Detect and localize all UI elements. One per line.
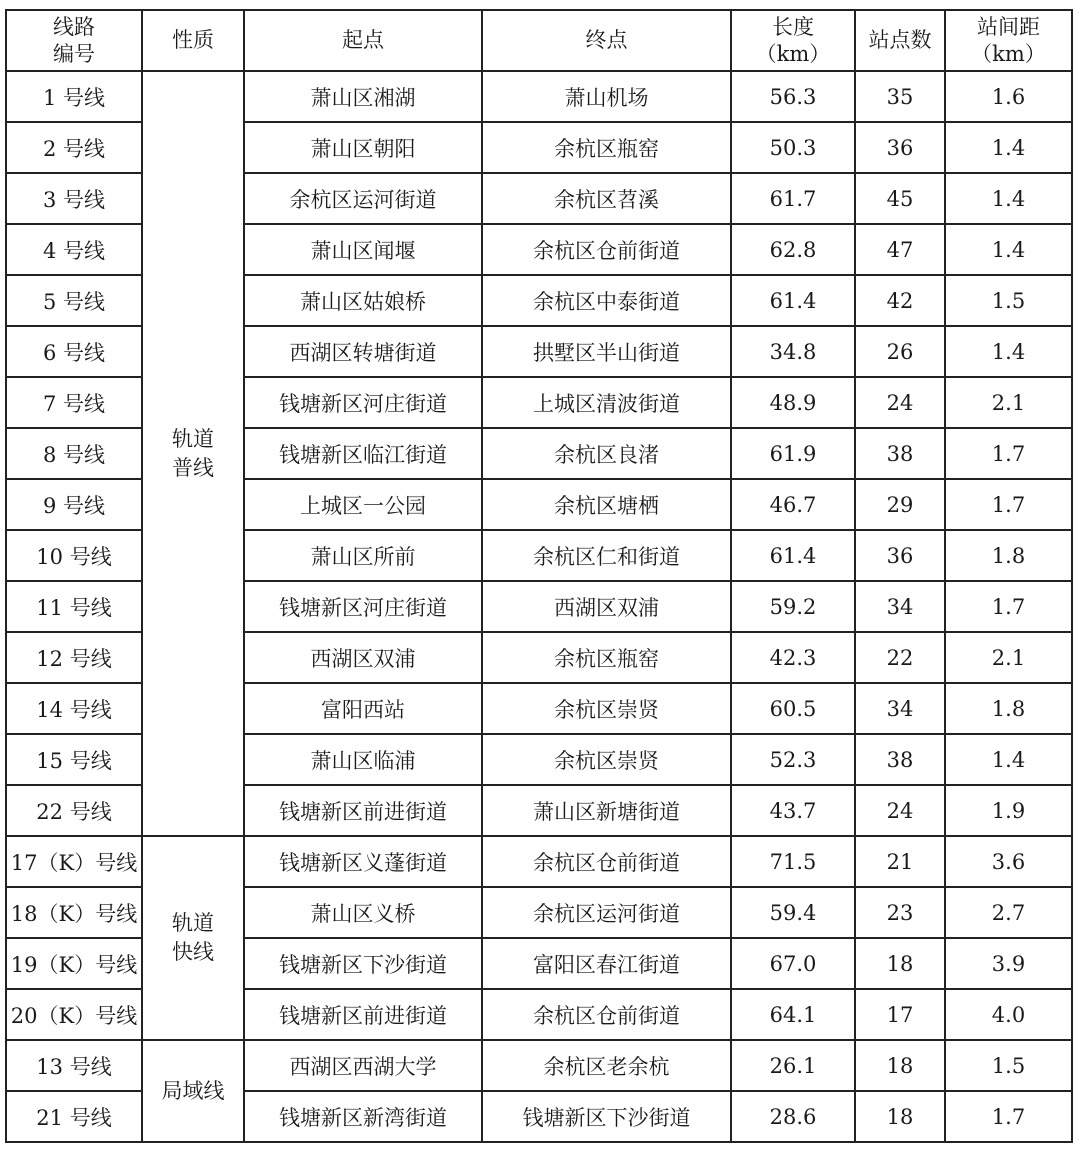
- station-count-cell: 24: [855, 785, 945, 836]
- line-number-cell: 3 号线: [6, 173, 142, 224]
- start-point-cell: 萧山区湘湖: [244, 71, 482, 122]
- line-number-cell: 8 号线: [6, 428, 142, 479]
- station-spacing-cell: 1.5: [945, 275, 1072, 326]
- length-cell: 26.1: [731, 1040, 855, 1091]
- station-count-cell: 22: [855, 632, 945, 683]
- end-point-cell: 萧山机场: [482, 71, 731, 122]
- start-point-cell: 西湖区转塘街道: [244, 326, 482, 377]
- start-point-cell: 萧山区闻堰: [244, 224, 482, 275]
- length-cell: 61.7: [731, 173, 855, 224]
- line-number-cell: 20（K）号线: [6, 989, 142, 1040]
- station-count-cell: 26: [855, 326, 945, 377]
- length-cell: 62.8: [731, 224, 855, 275]
- station-count-cell: 23: [855, 887, 945, 938]
- station-count-cell: 36: [855, 530, 945, 581]
- end-point-cell: 富阳区春江街道: [482, 938, 731, 989]
- nature-cell: [142, 71, 244, 836]
- line-number-cell: 18（K）号线: [6, 887, 142, 938]
- length-cell: 46.7: [731, 479, 855, 530]
- station-count-cell: 38: [855, 428, 945, 479]
- line-number-cell: 4 号线: [6, 224, 142, 275]
- start-point-cell: 钱塘新区前进街道: [244, 785, 482, 836]
- end-point-cell: 拱墅区半山街道: [482, 326, 731, 377]
- station-count-cell: 45: [855, 173, 945, 224]
- start-point-cell: 西湖区双浦: [244, 632, 482, 683]
- start-point-cell: 钱塘新区下沙街道: [244, 938, 482, 989]
- station-count-cell: 34: [855, 581, 945, 632]
- station-spacing-cell: 1.7: [945, 1091, 1072, 1142]
- start-point-cell: 钱塘新区河庄街道: [244, 377, 482, 428]
- start-point-cell: 萧山区姑娘桥: [244, 275, 482, 326]
- length-cell: 28.6: [731, 1091, 855, 1142]
- header-nature: 性质: [142, 10, 244, 71]
- end-point-cell: 余杭区中泰街道: [482, 275, 731, 326]
- station-spacing-cell: 1.8: [945, 683, 1072, 734]
- station-spacing-cell: 1.4: [945, 173, 1072, 224]
- station-count-cell: 18: [855, 938, 945, 989]
- station-spacing-cell: 1.7: [945, 479, 1072, 530]
- nature-cell: [142, 1040, 244, 1142]
- end-point-cell: 余杭区良渚: [482, 428, 731, 479]
- line-number-cell: 21 号线: [6, 1091, 142, 1142]
- station-count-cell: 35: [855, 71, 945, 122]
- station-spacing-cell: 1.6: [945, 71, 1072, 122]
- nature-cell: [142, 836, 244, 1040]
- end-point-cell: 上城区清波街道: [482, 377, 731, 428]
- length-cell: 64.1: [731, 989, 855, 1040]
- station-count-cell: 42: [855, 275, 945, 326]
- header-end: 终点: [482, 10, 731, 71]
- start-point-cell: 西湖区西湖大学: [244, 1040, 482, 1091]
- end-point-cell: 西湖区双浦: [482, 581, 731, 632]
- length-cell: 43.7: [731, 785, 855, 836]
- table-row: [6, 71, 1072, 122]
- end-point-cell: 余杭区塘栖: [482, 479, 731, 530]
- station-count-cell: 38: [855, 734, 945, 785]
- line-number-cell: 17（K）号线: [6, 836, 142, 887]
- line-number-cell: 9 号线: [6, 479, 142, 530]
- line-number-cell: 19（K）号线: [6, 938, 142, 989]
- length-cell: 61.4: [731, 530, 855, 581]
- station-spacing-cell: 3.6: [945, 836, 1072, 887]
- line-number-cell: 2 号线: [6, 122, 142, 173]
- station-spacing-cell: 1.4: [945, 224, 1072, 275]
- start-point-cell: 萧山区朝阳: [244, 122, 482, 173]
- nature-label-line: 普线: [172, 455, 214, 480]
- header-length-1: 长度: [772, 14, 814, 39]
- header-line-no: [6, 10, 142, 71]
- end-point-cell: 余杭区运河街道: [482, 887, 731, 938]
- start-point-cell: 萧山区临浦: [244, 734, 482, 785]
- header-line-no-1: 线路: [53, 14, 95, 39]
- header-row: [6, 10, 1072, 71]
- line-number-cell: 14 号线: [6, 683, 142, 734]
- line-number-cell: 13 号线: [6, 1040, 142, 1091]
- start-point-cell: 萧山区所前: [244, 530, 482, 581]
- table-row: [6, 1040, 1072, 1091]
- table-row: [6, 836, 1072, 887]
- station-spacing-cell: 1.7: [945, 428, 1072, 479]
- line-number-cell: 6 号线: [6, 326, 142, 377]
- end-point-cell: 余杭区仓前街道: [482, 989, 731, 1040]
- station-count-cell: 47: [855, 224, 945, 275]
- end-point-cell: 余杭区仁和街道: [482, 530, 731, 581]
- end-point-cell: 余杭区瓶窑: [482, 632, 731, 683]
- header-line-no-2: 编号: [53, 41, 95, 66]
- end-point-cell: 余杭区苕溪: [482, 173, 731, 224]
- metro-lines-table: [5, 9, 1073, 1143]
- station-spacing-cell: 1.4: [945, 734, 1072, 785]
- start-point-cell: 钱塘新区前进街道: [244, 989, 482, 1040]
- end-point-cell: 萧山区新塘街道: [482, 785, 731, 836]
- length-cell: 48.9: [731, 377, 855, 428]
- end-point-cell: 余杭区老余杭: [482, 1040, 731, 1091]
- header-spacing-2: （km）: [971, 41, 1046, 66]
- line-number-cell: 12 号线: [6, 632, 142, 683]
- length-cell: 52.3: [731, 734, 855, 785]
- station-spacing-cell: 1.4: [945, 122, 1072, 173]
- start-point-cell: 余杭区运河街道: [244, 173, 482, 224]
- start-point-cell: 萧山区义桥: [244, 887, 482, 938]
- nature-label-line: 局域线: [161, 1078, 225, 1103]
- start-point-cell: 富阳西站: [244, 683, 482, 734]
- header-length-2: （km）: [755, 41, 831, 66]
- header-start: 起点: [244, 10, 482, 71]
- station-spacing-cell: 1.5: [945, 1040, 1072, 1091]
- station-spacing-cell: 1.9: [945, 785, 1072, 836]
- line-number-cell: 5 号线: [6, 275, 142, 326]
- length-cell: 59.4: [731, 887, 855, 938]
- length-cell: 61.9: [731, 428, 855, 479]
- end-point-cell: 余杭区瓶窑: [482, 122, 731, 173]
- line-number-cell: 10 号线: [6, 530, 142, 581]
- end-point-cell: 余杭区仓前街道: [482, 224, 731, 275]
- header-length: [731, 10, 855, 71]
- length-cell: 34.8: [731, 326, 855, 377]
- end-point-cell: 余杭区崇贤: [482, 683, 731, 734]
- station-count-cell: 29: [855, 479, 945, 530]
- station-spacing-cell: 3.9: [945, 938, 1072, 989]
- end-point-cell: 余杭区崇贤: [482, 734, 731, 785]
- line-number-cell: 7 号线: [6, 377, 142, 428]
- length-cell: 50.3: [731, 122, 855, 173]
- end-point-cell: 余杭区仓前街道: [482, 836, 731, 887]
- station-count-cell: 34: [855, 683, 945, 734]
- line-number-cell: 22 号线: [6, 785, 142, 836]
- station-spacing-cell: 2.7: [945, 887, 1072, 938]
- length-cell: 60.5: [731, 683, 855, 734]
- station-spacing-cell: 1.8: [945, 530, 1072, 581]
- start-point-cell: 钱塘新区河庄街道: [244, 581, 482, 632]
- station-count-cell: 21: [855, 836, 945, 887]
- header-spacing: [945, 10, 1072, 71]
- station-spacing-cell: 1.4: [945, 326, 1072, 377]
- start-point-cell: 钱塘新区临江街道: [244, 428, 482, 479]
- line-table-container: [5, 9, 1073, 1143]
- line-number-cell: 15 号线: [6, 734, 142, 785]
- line-number-cell: 1 号线: [6, 71, 142, 122]
- table-body: [6, 71, 1072, 1142]
- station-spacing-cell: 1.7: [945, 581, 1072, 632]
- end-point-cell: 钱塘新区下沙街道: [482, 1091, 731, 1142]
- length-cell: 67.0: [731, 938, 855, 989]
- station-count-cell: 18: [855, 1040, 945, 1091]
- station-count-cell: 17: [855, 989, 945, 1040]
- header-spacing-1: 站间距: [977, 14, 1040, 39]
- nature-label-line: 轨道: [172, 426, 214, 451]
- start-point-cell: 钱塘新区新湾街道: [244, 1091, 482, 1142]
- length-cell: 71.5: [731, 836, 855, 887]
- line-number-cell: 11 号线: [6, 581, 142, 632]
- length-cell: 61.4: [731, 275, 855, 326]
- length-cell: 42.3: [731, 632, 855, 683]
- nature-label-line: 轨道: [172, 911, 214, 935]
- station-count-cell: 24: [855, 377, 945, 428]
- start-point-cell: 钱塘新区义蓬街道: [244, 836, 482, 887]
- station-spacing-cell: 2.1: [945, 632, 1072, 683]
- station-count-cell: 36: [855, 122, 945, 173]
- station-spacing-cell: 4.0: [945, 989, 1072, 1040]
- header-stations: 站点数: [855, 10, 945, 71]
- length-cell: 56.3: [731, 71, 855, 122]
- nature-label-line: 快线: [172, 940, 214, 964]
- station-count-cell: 18: [855, 1091, 945, 1142]
- length-cell: 59.2: [731, 581, 855, 632]
- station-spacing-cell: 2.1: [945, 377, 1072, 428]
- start-point-cell: 上城区一公园: [244, 479, 482, 530]
